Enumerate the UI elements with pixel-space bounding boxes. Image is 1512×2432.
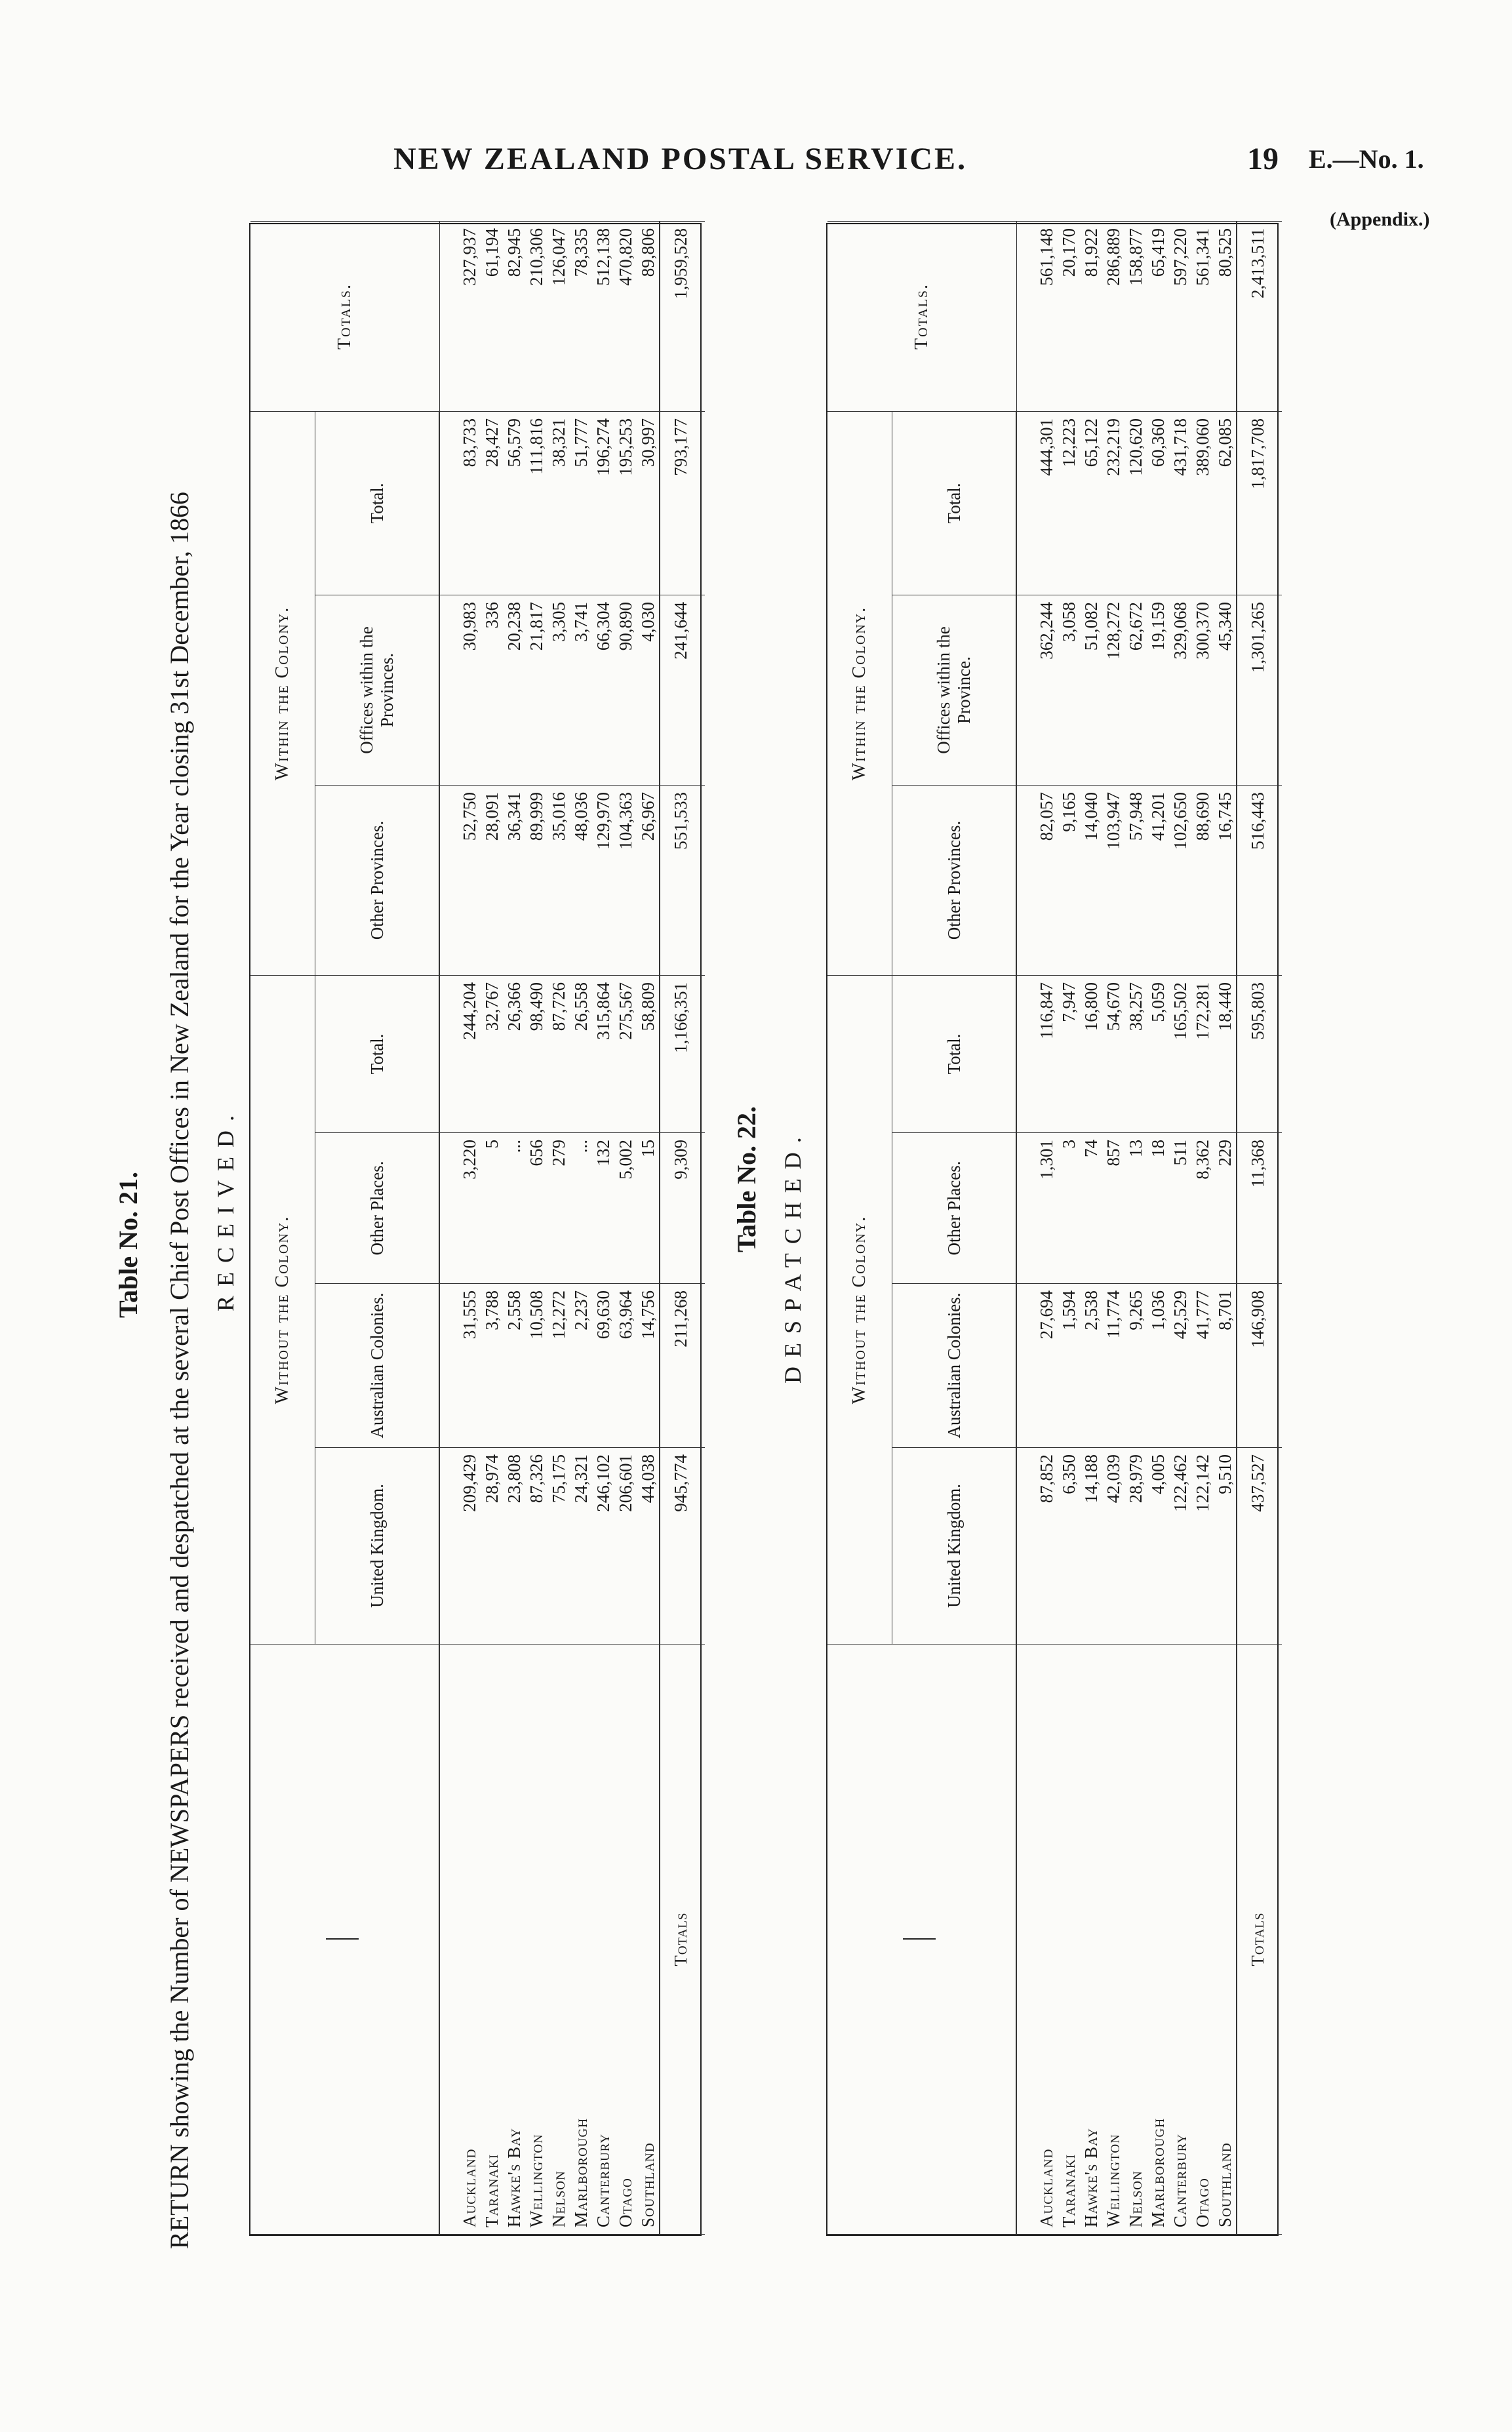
cell-offices: 362,244 [1035, 595, 1058, 785]
cell-total1: 32,767 [481, 975, 503, 1132]
table21 [249, 223, 702, 2236]
cell-total2: 196,274 [592, 411, 614, 595]
cell-other: 15 [637, 1133, 660, 1284]
cell-total2: 65,122 [1080, 411, 1102, 595]
cell-offices: 3,305 [547, 595, 570, 785]
cell-totals: 561,148 [1035, 221, 1058, 411]
table-row [1058, 221, 1080, 2234]
cell-prov: 41,201 [1147, 785, 1169, 975]
cell-other: 74 [1080, 1133, 1102, 1284]
table22-number: Table No. 22. [732, 1106, 761, 1252]
row-name: Southland [637, 1645, 660, 2235]
document-reference: E.—No. 1. [1309, 144, 1424, 174]
cell-other: 511 [1169, 1133, 1191, 1284]
cell-other: 18 [1147, 1133, 1169, 1284]
row-name: Wellington [525, 1645, 547, 2235]
table-row [1147, 221, 1169, 2234]
table21-col-uk: United Kingdom. [315, 1448, 440, 1645]
table21-col-other-prov: Other Provinces. [315, 785, 440, 975]
table-row [592, 221, 614, 2234]
row-name: Canterbury [1169, 1645, 1191, 2235]
cell-aus: 27,694 [1035, 1284, 1058, 1448]
row-name: Marlborough [570, 1645, 592, 2235]
cell-aus: 63,964 [614, 1284, 637, 1448]
total-aus: 211,268 [660, 1284, 705, 1448]
cell-other: 3 [1058, 1133, 1080, 1284]
cell-totals: 158,877 [1124, 221, 1147, 411]
cell-total2: 56,579 [503, 411, 525, 595]
cell-prov: 89,999 [525, 785, 547, 975]
table21-body [439, 221, 705, 2234]
cell-other: 857 [1102, 1133, 1124, 1284]
cell-aus: 1,594 [1058, 1284, 1080, 1448]
cell-total2: 111,816 [525, 411, 547, 595]
cell-total1: 165,502 [1169, 975, 1191, 1132]
cell-prov: 36,341 [503, 785, 525, 975]
cell-uk: 206,601 [614, 1448, 637, 1645]
row-name: Auckland [1035, 1645, 1058, 2235]
cell-totals: 80,525 [1214, 221, 1237, 411]
total-total1: 595,803 [1237, 975, 1282, 1132]
cell-aus: 14,756 [637, 1284, 660, 1448]
cell-total1: 87,726 [547, 975, 570, 1132]
cell-uk: 9,510 [1214, 1448, 1237, 1645]
table22-col-uk: United Kingdom. [892, 1448, 1017, 1645]
row-name: Canterbury [592, 1645, 614, 2235]
cell-offices: 62,672 [1124, 595, 1147, 785]
cell-totals: 81,922 [1080, 221, 1102, 411]
cell-offices: 3,058 [1058, 595, 1080, 785]
cell-total2: 51,777 [570, 411, 592, 595]
row-name: Otago [1191, 1645, 1214, 2235]
cell-totals: 78,335 [570, 221, 592, 411]
cell-prov: 129,970 [592, 785, 614, 975]
total-grand: 2,413,511 [1237, 221, 1282, 411]
table21-col-total1: Total. [315, 975, 440, 1132]
cell-other: 656 [525, 1133, 547, 1284]
totals-label: Totals [1237, 1645, 1282, 2235]
cell-totals: 82,945 [503, 221, 525, 411]
cell-aus: 1,036 [1147, 1284, 1169, 1448]
cell-totals: 512,138 [592, 221, 614, 411]
table-row [458, 221, 481, 2234]
table21-col-aus: Australian Colonies. [315, 1284, 440, 1448]
cell-offices: 30,983 [458, 595, 481, 785]
total-prov: 551,533 [660, 785, 705, 975]
cell-total1: 116,847 [1035, 975, 1058, 1132]
table-row [1169, 221, 1191, 2234]
table-row [637, 221, 660, 2234]
cell-prov: 104,363 [614, 785, 637, 975]
total-offices: 1,301,265 [1237, 595, 1282, 785]
cell-prov: 28,091 [481, 785, 503, 975]
cell-offices: 21,817 [525, 595, 547, 785]
row-name: Auckland [458, 1645, 481, 2235]
cell-uk: 28,974 [481, 1448, 503, 1645]
cell-totals: 65,419 [1147, 221, 1169, 411]
cell-prov: 9,165 [1058, 785, 1080, 975]
table22-body [1016, 221, 1282, 2234]
total-uk: 945,774 [660, 1448, 705, 1645]
cell-total2: 28,427 [481, 411, 503, 595]
total-other: 11,368 [1237, 1133, 1282, 1284]
total-total2: 1,817,708 [1237, 411, 1282, 595]
table21-subtitle: RECEIVED. [212, 1106, 239, 1311]
cell-other: 229 [1214, 1133, 1237, 1284]
cell-total2: 12,223 [1058, 411, 1080, 595]
cell-uk: 209,429 [458, 1448, 481, 1645]
cell-uk: 87,326 [525, 1448, 547, 1645]
cell-totals: 327,937 [458, 221, 481, 411]
table22-col-other-prov: Other Provinces. [892, 785, 1017, 975]
row-name: Taranaki [481, 1645, 503, 2235]
cell-uk: 44,038 [637, 1448, 660, 1645]
table-row [547, 221, 570, 2234]
table22-name-header [827, 1645, 1016, 2235]
cell-uk: 42,039 [1102, 1448, 1124, 1645]
cell-totals: 470,820 [614, 221, 637, 411]
row-name: Otago [614, 1645, 637, 2235]
cell-totals: 20,170 [1058, 221, 1080, 411]
cell-aus: 12,272 [547, 1284, 570, 1448]
table-row [525, 221, 547, 2234]
cell-offices: 90,890 [614, 595, 637, 785]
cell-prov: 14,040 [1080, 785, 1102, 975]
cell-total1: 7,947 [1058, 975, 1080, 1132]
cell-total2: 389,060 [1191, 411, 1214, 595]
row-name: Hawke's Bay [503, 1645, 525, 2235]
cell-uk: 24,321 [570, 1448, 592, 1645]
cell-other: 5,002 [614, 1133, 637, 1284]
cell-total2: 83,733 [458, 411, 481, 595]
cell-total2: 120,620 [1124, 411, 1147, 595]
table21-col-total2: Total. [315, 411, 440, 595]
table22-col-total2: Total. [892, 411, 1017, 595]
cell-total2: 232,219 [1102, 411, 1124, 595]
table-row [481, 221, 503, 2234]
cell-other: ... [503, 1133, 525, 1284]
cell-total2: 444,301 [1035, 411, 1058, 595]
cell-prov: 26,967 [637, 785, 660, 975]
totals-label: Totals [660, 1645, 705, 2235]
cell-total1: 54,670 [1102, 975, 1124, 1132]
cell-total1: 315,864 [592, 975, 614, 1132]
cell-uk: 4,005 [1147, 1448, 1169, 1645]
page-number: 19 [1247, 142, 1279, 176]
table-row [1124, 221, 1147, 2234]
cell-total1: 26,558 [570, 975, 592, 1132]
table21-name-header [250, 1645, 439, 2235]
cell-prov: 82,057 [1035, 785, 1058, 975]
table21-col-totals: Totals. [250, 221, 439, 411]
cell-uk: 122,142 [1191, 1448, 1214, 1645]
cell-aus: 2,558 [503, 1284, 525, 1448]
cell-offices: 19,159 [1147, 595, 1169, 785]
row-name: Nelson [547, 1645, 570, 2235]
cell-total1: 244,204 [458, 975, 481, 1132]
cell-total2: 60,360 [1147, 411, 1169, 595]
cell-total2: 62,085 [1214, 411, 1237, 595]
row-name: Taranaki [1058, 1645, 1080, 2235]
cell-total1: 58,809 [637, 975, 660, 1132]
total-total1: 1,166,351 [660, 975, 705, 1132]
cell-prov: 35,016 [547, 785, 570, 975]
cell-aus: 8,701 [1214, 1284, 1237, 1448]
cell-totals: 597,220 [1169, 221, 1191, 411]
cell-aus: 2,237 [570, 1284, 592, 1448]
cell-offices: 128,272 [1102, 595, 1124, 785]
cell-prov: 48,036 [570, 785, 592, 975]
total-aus: 146,908 [1237, 1284, 1282, 1448]
cell-totals: 126,047 [547, 221, 570, 411]
cell-offices: 3,741 [570, 595, 592, 785]
table-row [614, 221, 637, 2234]
cell-totals: 210,306 [525, 221, 547, 411]
table-row [1102, 221, 1124, 2234]
table22-col-total1: Total. [892, 975, 1017, 1132]
table21-col-offices: Offices within the Provinces. [315, 595, 440, 785]
cell-prov: 102,650 [1169, 785, 1191, 975]
cell-total2: 30,997 [637, 411, 660, 595]
table-row [1214, 221, 1237, 2234]
cell-prov: 52,750 [458, 785, 481, 975]
cell-other: 279 [547, 1133, 570, 1284]
table22 [826, 223, 1279, 2236]
running-title: NEW ZEALAND POSTAL SERVICE. [393, 142, 968, 176]
table-row [1080, 221, 1102, 2234]
total-prov: 516,443 [1237, 785, 1282, 975]
cell-offices: 20,238 [503, 595, 525, 785]
cell-totals: 89,806 [637, 221, 660, 411]
table-row [503, 221, 525, 2234]
row-name: Marlborough [1147, 1645, 1169, 2235]
cell-offices: 300,370 [1191, 595, 1214, 785]
table22-subtitle: DESPATCHED. [780, 1128, 806, 1384]
cell-aus: 10,508 [525, 1284, 547, 1448]
cell-total2: 431,718 [1169, 411, 1191, 595]
cell-total1: 38,257 [1124, 975, 1147, 1132]
cell-total1: 98,490 [525, 975, 547, 1132]
cell-uk: 246,102 [592, 1448, 614, 1645]
total-other: 9,309 [660, 1133, 705, 1284]
page-header [0, 141, 1512, 187]
table22-col-offices: Offices within the Province. [892, 595, 1017, 785]
cell-uk: 6,350 [1058, 1448, 1080, 1645]
cell-offices: 336 [481, 595, 503, 785]
cell-uk: 23,808 [503, 1448, 525, 1645]
total-uk: 437,527 [1237, 1448, 1282, 1645]
totals-row [1237, 221, 1282, 2234]
cell-totals: 561,341 [1191, 221, 1214, 411]
cell-offices: 45,340 [1214, 595, 1237, 785]
cell-uk: 14,188 [1080, 1448, 1102, 1645]
cell-total1: 5,059 [1147, 975, 1169, 1132]
cell-total2: 38,321 [547, 411, 570, 595]
cell-offices: 329,068 [1169, 595, 1191, 785]
table22-col-totals: Totals. [827, 221, 1016, 411]
table21-col-other-places: Other Places. [315, 1133, 440, 1284]
total-offices: 241,644 [660, 595, 705, 785]
table-row [570, 221, 592, 2234]
cell-total1: 172,281 [1191, 975, 1214, 1132]
cell-aus: 69,630 [592, 1284, 614, 1448]
table21-group-within: Within the Colony. [250, 411, 315, 975]
cell-other: 8,362 [1191, 1133, 1214, 1284]
cell-total1: 18,440 [1214, 975, 1237, 1132]
cell-aus: 9,265 [1124, 1284, 1147, 1448]
total-grand: 1,959,528 [660, 221, 705, 411]
table22-col-other-places: Other Places. [892, 1133, 1017, 1284]
cell-aus: 41,777 [1191, 1284, 1214, 1448]
row-name: Wellington [1102, 1645, 1124, 2235]
cell-offices: 51,082 [1080, 595, 1102, 785]
table-row [1191, 221, 1214, 2234]
cell-offices: 66,304 [592, 595, 614, 785]
cell-other: 132 [592, 1133, 614, 1284]
cell-total1: 16,800 [1080, 975, 1102, 1132]
cell-prov: 16,745 [1214, 785, 1237, 975]
cell-prov: 103,947 [1102, 785, 1124, 975]
cell-uk: 28,979 [1124, 1448, 1147, 1645]
total-total2: 793,177 [660, 411, 705, 595]
cell-aus: 2,538 [1080, 1284, 1102, 1448]
table22-col-aus: Australian Colonies. [892, 1284, 1017, 1448]
cell-total1: 26,366 [503, 975, 525, 1132]
cell-uk: 87,852 [1035, 1448, 1058, 1645]
table22-group-within: Within the Colony. [827, 411, 892, 975]
row-name: Nelson [1124, 1645, 1147, 2235]
table22-group-without: Without the Colony. [827, 975, 892, 1644]
totals-row [660, 221, 705, 2234]
cell-total2: 195,253 [614, 411, 637, 595]
cell-offices: 4,030 [637, 595, 660, 785]
cell-aus: 3,788 [481, 1284, 503, 1448]
cell-other: ... [570, 1133, 592, 1284]
cell-total1: 275,567 [614, 975, 637, 1132]
row-name: Hawke's Bay [1080, 1645, 1102, 2235]
row-name: Southland [1214, 1645, 1237, 2235]
cell-totals: 61,194 [481, 221, 503, 411]
table-row [1035, 221, 1058, 2234]
cell-prov: 88,690 [1191, 785, 1214, 975]
cell-prov: 57,948 [1124, 785, 1147, 975]
cell-other: 13 [1124, 1133, 1147, 1284]
cell-other: 5 [481, 1133, 503, 1284]
appendix-label: (Appendix.) [1330, 209, 1430, 230]
cell-uk: 75,175 [547, 1448, 570, 1645]
cell-aus: 11,774 [1102, 1284, 1124, 1448]
cell-aus: 31,555 [458, 1284, 481, 1448]
table21-number: Table No. 21. [113, 1171, 143, 1318]
cell-other: 3,220 [458, 1133, 481, 1284]
cell-aus: 42,529 [1169, 1284, 1191, 1448]
table21-group-without: Without the Colony. [250, 975, 315, 1644]
cell-other: 1,301 [1035, 1133, 1058, 1284]
cell-totals: 286,889 [1102, 221, 1124, 411]
cell-uk: 122,462 [1169, 1448, 1191, 1645]
return-caption: RETURN showing the Number of NEWSPAPERS received and despatched at the several Chief Post Offices in New Zealand for the Year closing 31st December, 1866 [165, 491, 194, 2249]
